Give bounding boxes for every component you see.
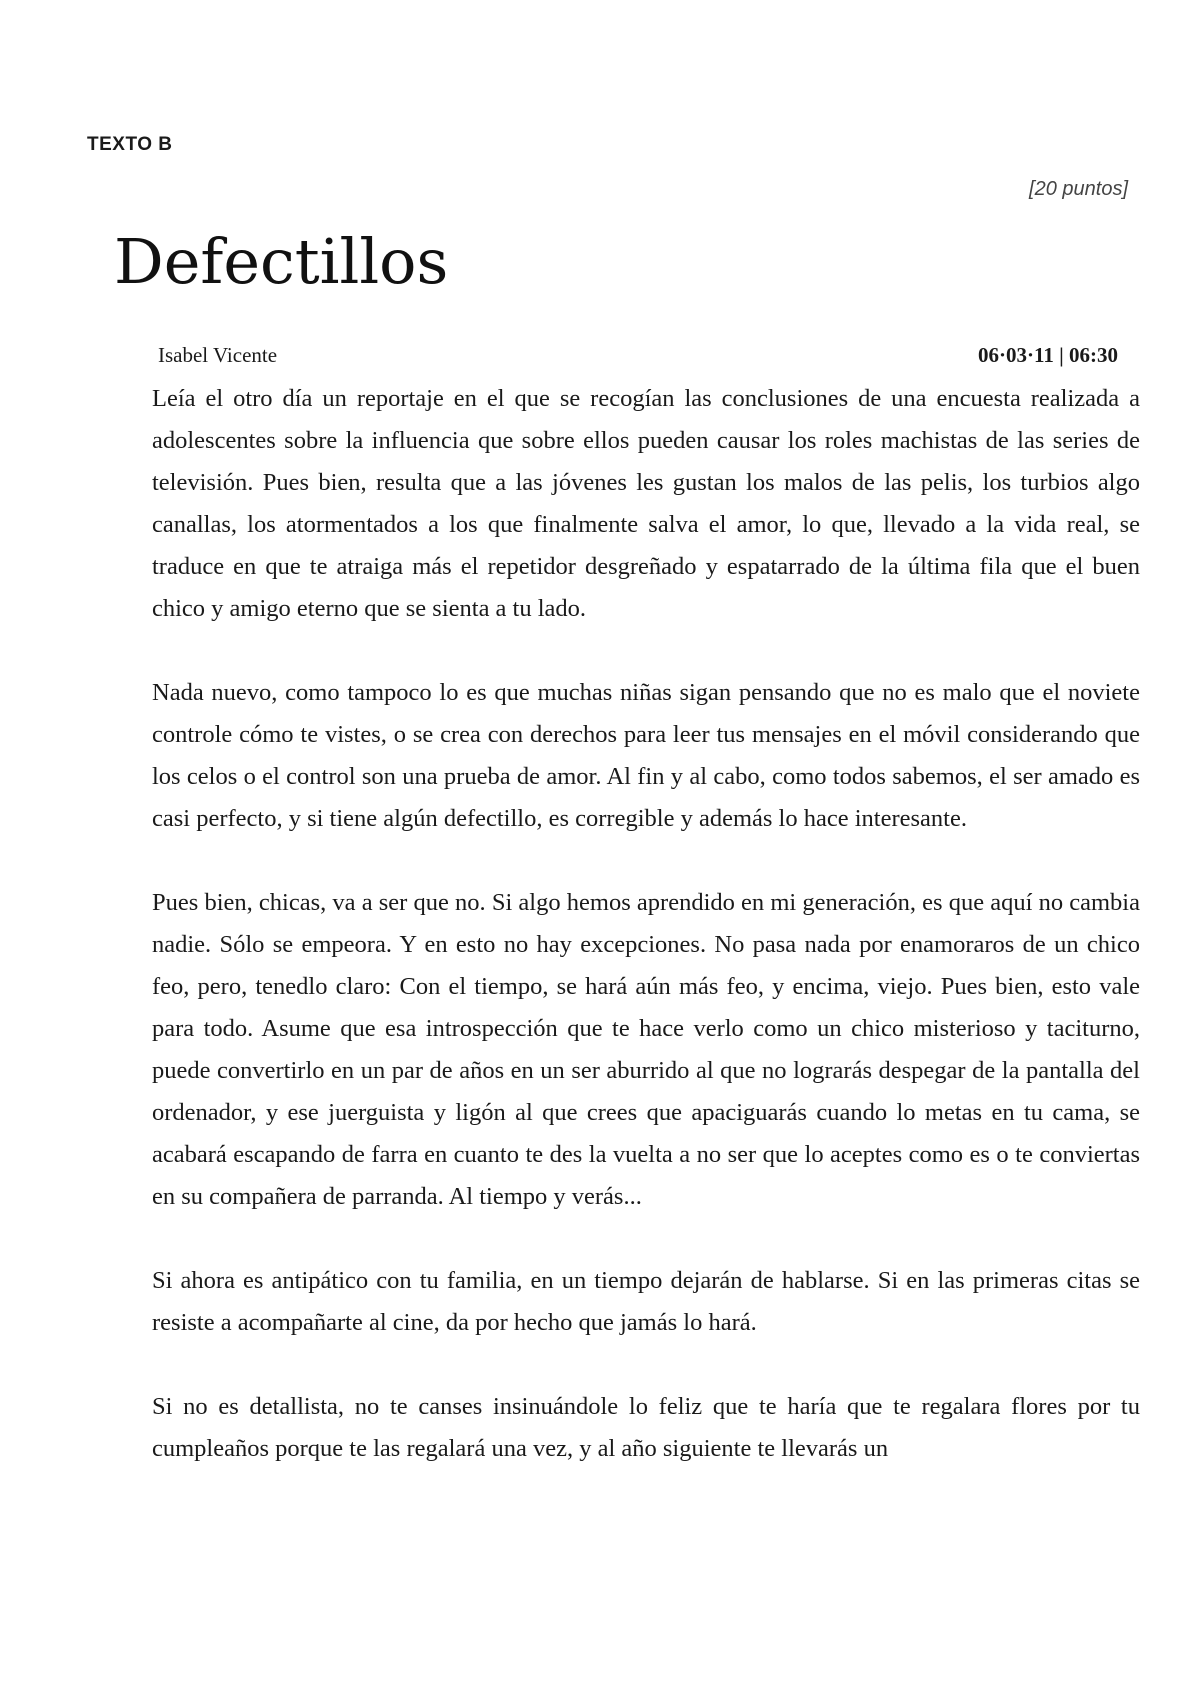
section-label: TEXTO B [87,134,173,155]
points-label: [20 puntos] [1029,178,1128,200]
article-paragraph: Nada nuevo, como tampoco lo es que muchas niñas sigan pensando que no es malo que el noviete controle cómo te vistes, o se crea con derechos para leer tus mensajes en el móvil considerando que los celos o el control son una prueba de amor. Al fin y al cabo, como todos sabemos, el ser amado es casi perfecto, y si tiene algún defectillo, es corregible y además lo hace interesante. [152,679,1140,832]
byline [158,343,1118,368]
article-paragraph: Pues bien, chicas, va a ser que no. Si algo hemos aprendido en mi generación, es que aquí no cambia nadie. Sólo se empeora. Y en esto no hay excepciones. No pasa nada por enamoraros de un chico feo, pero, tenedlo claro: Con el tiempo, se hará aún más feo, y encima, viejo. Pues bien, esto vale para todo. Asume que esa introspección que te hace verlo como un chico misterioso y taciturno, puede convertirlo en un par de años en un ser aburrido al que no lograrás despegar de la pantalla del ordenador, y ese juerguista y ligón al que crees que apaciguarás cuando lo metas en tu cama, se acabará escapando de farra en cuanto te des la vuelta a no ser que lo aceptes como es o te conviertas en su compañera de parranda. Al tiempo y verás... [152,889,1140,1210]
article-title: Defectillos [114,225,449,298]
publish-date: 06·03·11 | 06:30 [978,343,1118,367]
article-paragraph: Si no es detallista, no te canses insinuándole lo feliz que te haría que te regalara flores por tu cumpleaños porque te las regalará una vez, y al año siguiente te llevarás un [152,1393,1140,1462]
author-name: Isabel Vicente [158,343,278,367]
article-body [152,378,1140,1512]
article-paragraph: Leía el otro día un reportaje en el que se recogían las conclusiones de una encuesta realizada a adolescentes sobre la influencia que sobre ellos pueden causar los roles machistas de las series de televisión. Pues bien, resulta que a las jóvenes les gustan los malos de las pelis, los turbios algo canallas, los atormentados a los que finalmente salva el amor, lo que, llevado a la vida real, se traduce en que te atraiga más el repetidor desgreñado y espatarrado de la última fila que el buen chico y amigo eterno que se sienta a tu lado. [152,385,1140,622]
article-paragraph: Si ahora es antipático con tu familia, en un tiempo dejarán de hablarse. Si en las primeras citas se resiste a acompañarte al cine, da por hecho que jamás lo hará. [152,1267,1140,1336]
